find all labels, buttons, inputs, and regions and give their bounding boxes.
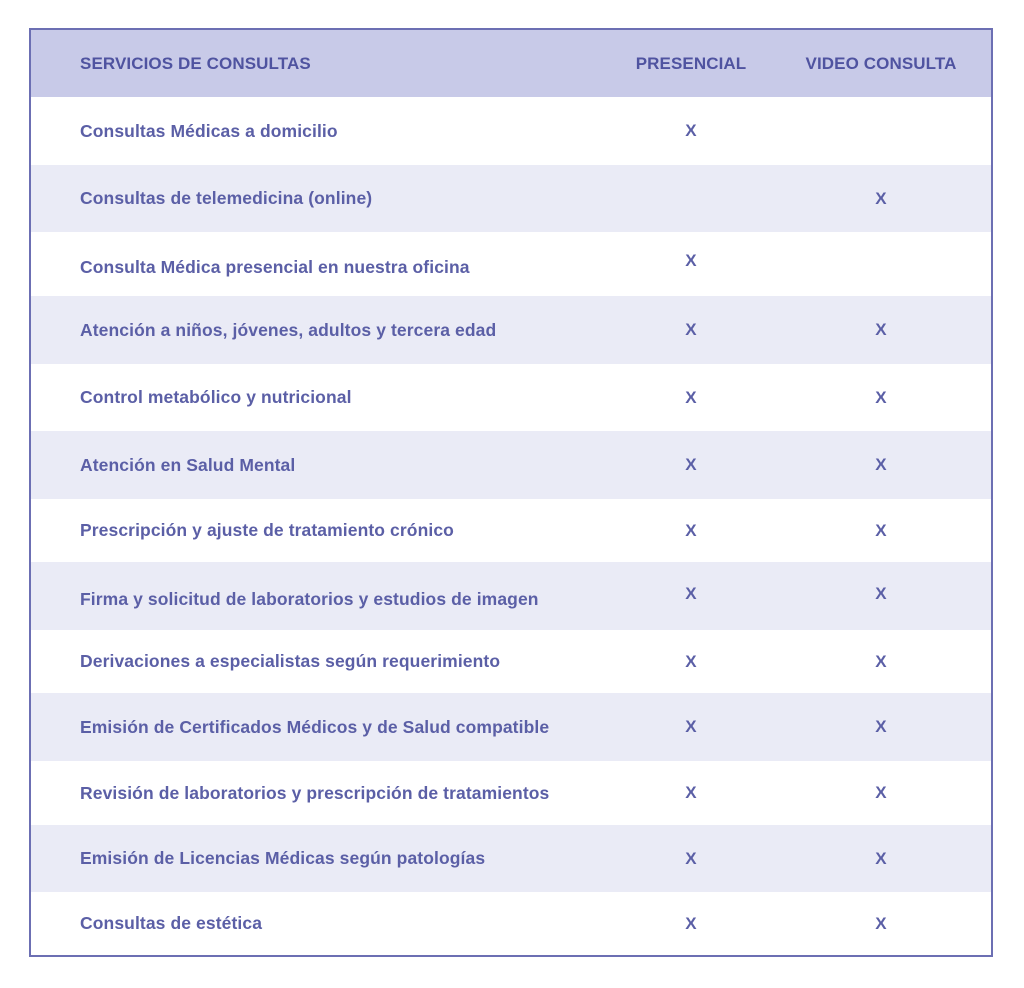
table-row [31,296,991,364]
table-row [31,232,991,296]
video-mark: X [875,455,887,474]
video-mark: X [875,913,887,933]
table-row [31,761,991,825]
presencial-mark: X [685,651,697,671]
video-mark: X [875,651,887,671]
service-name: Atención en Salud Mental [80,454,296,475]
table-row [31,97,991,165]
table-row [31,825,991,892]
header-services: SERVICIOS DE CONSULTAS [80,53,311,73]
presencial-mark: X [685,717,697,736]
video-mark [801,97,961,165]
table-row [31,431,991,499]
header-presencial: PRESENCIAL [635,53,747,73]
table-row [31,364,991,431]
presencial-mark: X [685,584,697,603]
service-name: Revisión de laboratorios y prescripción de tratamientos [80,782,550,803]
presencial-mark [611,165,771,232]
presencial-mark: X [685,520,697,540]
presencial-mark: X [685,913,697,933]
service-name: Prescripción y ajuste de tratamiento crónico [80,520,454,540]
service-name: Consultas Médicas a domicilio [80,120,338,141]
table-row [31,562,991,630]
table-row [31,693,991,761]
header-video-consulta: VIDEO CONSULTA [805,53,957,73]
presencial-mark: X [685,848,697,868]
service-name: Derivaciones a especialistas según requerimiento [80,651,501,671]
table-row [31,499,991,562]
service-name: Consultas de telemedicina (online) [80,188,373,208]
table-row [31,165,991,232]
table-row [31,630,991,693]
presencial-mark: X [685,387,697,407]
table-header [31,30,991,97]
services-table [29,28,993,957]
presencial-mark: X [685,455,697,474]
video-mark: X [875,717,887,736]
service-name: Control metabólico y nutricional [80,387,352,407]
video-mark: X [875,520,887,540]
service-name: Emisión de Licencias Médicas según patologías [80,848,486,868]
video-mark: X [875,584,887,603]
presencial-mark: X [685,320,697,339]
service-name: Consulta Médica presencial en nuestra oficina [80,256,470,277]
presencial-mark: X [685,783,697,802]
video-mark [801,232,961,296]
video-mark: X [875,387,887,407]
service-name: Consultas de estética [80,913,263,933]
table-row [31,892,991,955]
service-name: Firma y solicitud de laboratorios y estudios de imagen [80,588,539,609]
video-mark: X [875,188,887,208]
video-mark: X [875,848,887,868]
video-mark: X [875,320,887,339]
presencial-mark: X [685,251,697,270]
service-name: Emisión de Certificados Médicos y de Salud compatible [80,716,550,737]
service-name: Atención a niños, jóvenes, adultos y tercera edad [80,319,497,340]
video-mark: X [875,783,887,802]
presencial-mark: X [685,121,697,140]
